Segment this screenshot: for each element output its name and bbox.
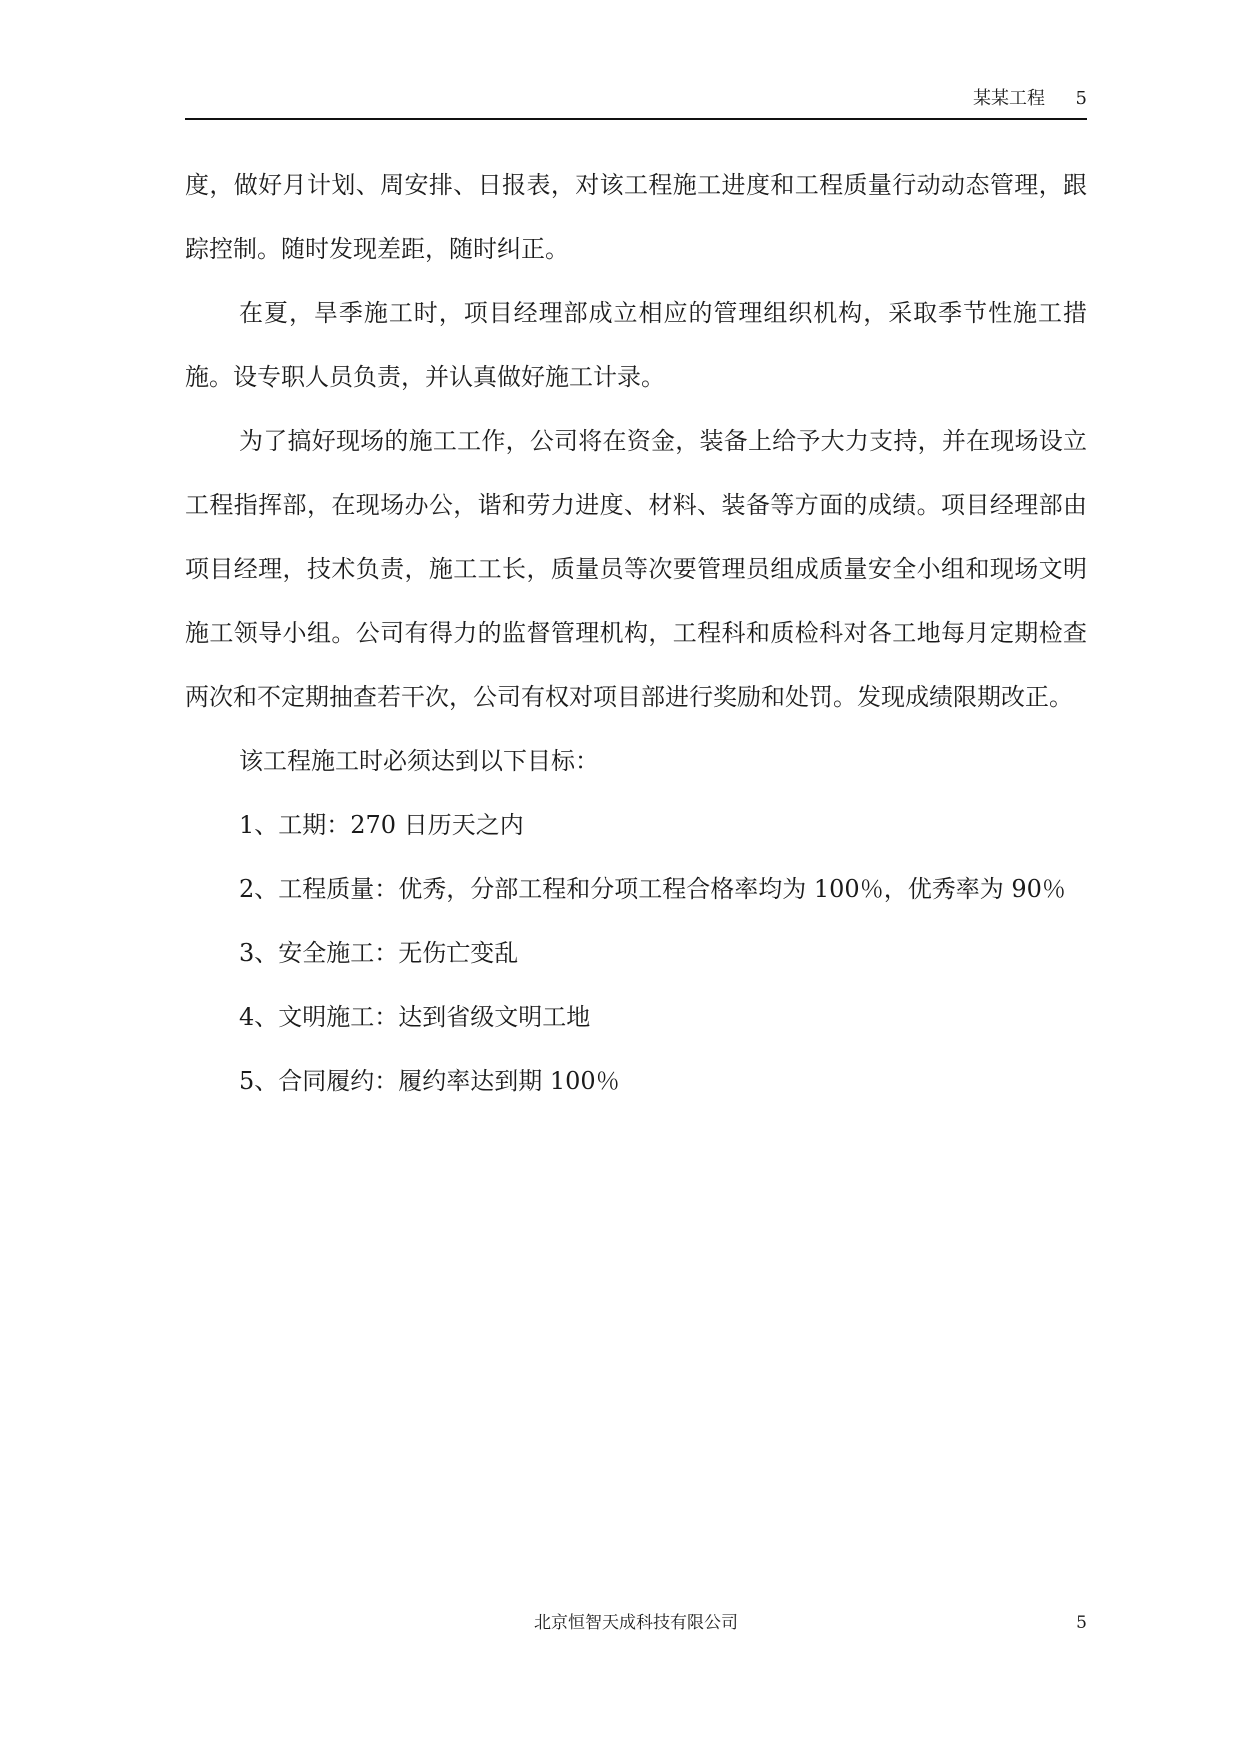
paragraph-seasonal-construction: 在夏，旱季施工时，项目经理部成立相应的管理组织机构，采取季节性施工措施。设专职人员负责，并认真做好施工计录。 [185,299,1087,391]
target-item-contract-performance: 5、合同履约：履约率达到期 100％ [239,1067,620,1095]
page-header [185,84,1087,120]
footer-company-name: 北京恒智天成科技有限公司 [534,1613,738,1633]
target-item-civilized-construction: 4、文明施工：达到省级文明工地 [239,1003,591,1031]
paragraph-continuation: 度，做好月计划、周安排、日报表，对该工程施工进度和工程质量行动动态管理，跟踪控制。随时发现差距，随时纠正。 [185,171,1087,263]
target-item-safety: 3、安全施工：无伤亡变乱 [239,939,519,967]
document-body [185,153,1087,1113]
paragraph-targets-intro: 该工程施工时必须达到以下目标： [239,747,599,775]
target-item-quality: 2、工程质量：优秀，分部工程和分项工程合格率均为 100％，优秀率为 90％ [239,875,1066,903]
footer-page-number: 5 [1076,1613,1087,1633]
paragraph-site-management: 为了搞好现场的施工工作，公司将在资金，装备上给予大力支持，并在现场设立工程指挥部，在现场办公，谐和劳力进度、材料、装备等方面的成绩。项目经理部由项目经理，技术负责，施工工长，质量员等次要管理员组成质量安全小组和现场文明施工领导小组。公司有得力的监督管理机构，工程科和质检科对各工地每月定期检查两次和不定期抽查若干次，公司有权对项目部进行奖励和处罚。发现成绩限期改正。 [185,427,1087,711]
header-page-number: 5 [1075,88,1087,109]
header-title: 某某工程 [973,88,1045,109]
page-footer [185,1612,1087,1636]
target-item-schedule: 1、工期：270 日历天之内 [239,811,524,839]
